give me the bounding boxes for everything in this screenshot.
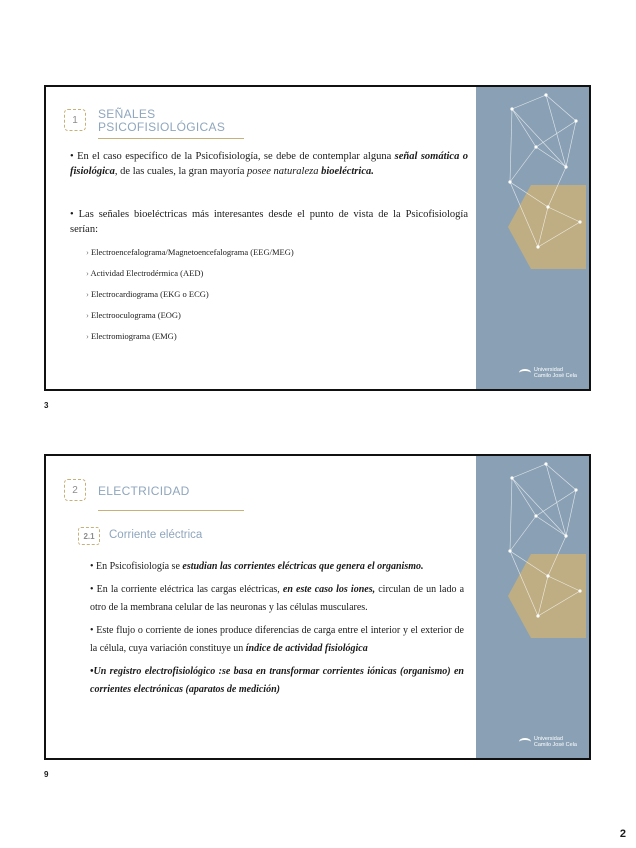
bullet-1 bbox=[70, 149, 468, 179]
slide-label: 9 bbox=[44, 770, 49, 779]
section-title-line1: SEÑALES bbox=[98, 107, 156, 121]
brand-line1: Universidad bbox=[533, 736, 563, 742]
university-logo-icon bbox=[519, 369, 531, 377]
bullet-2-emphasis: en este caso los iones, bbox=[282, 584, 376, 595]
brand-line1: Universidad bbox=[533, 367, 563, 373]
slide-3 bbox=[44, 85, 591, 391]
bullet-1-bold: señal somática o fisiológica bbox=[70, 151, 468, 177]
section-title bbox=[98, 108, 225, 134]
bullet-2: • En la corriente eléctrica las cargas eléctricas, en este caso los iones, circulan de un lado a otro de la membrana celular de las neuronas y las células musculares. bbox=[90, 584, 465, 613]
bullet-1-middle: , de las cuales, la gran mayoría bbox=[114, 166, 247, 177]
bullet-1: • En Psicofisiología se estudian las corrientes eléctricas que genera el organismo. bbox=[90, 561, 424, 572]
university-logo bbox=[519, 736, 577, 748]
brand-line2: Camilo José Cela bbox=[533, 373, 577, 379]
section-number-badge: 2 bbox=[64, 479, 86, 501]
list-item: › Actividad Electrodérmica (AED) bbox=[86, 263, 294, 284]
bullet-3: • Este flujo o corriente de iones produce diferencias de carga entre el interior y el exterior de la célula, cuya variación constituye un índice de actividad fisiológica bbox=[90, 625, 464, 654]
section-title-line2: PSICOFISIOLÓGICAS bbox=[98, 120, 226, 134]
bullet-1-bold2: bioeléctrica. bbox=[321, 166, 374, 177]
network-graphic-icon bbox=[476, 456, 589, 760]
content-bullets bbox=[90, 558, 464, 699]
bullet-3-emphasis: índice de actividad fisiológica bbox=[245, 643, 368, 654]
signal-list bbox=[86, 242, 294, 347]
hexagon-shape-icon bbox=[508, 185, 586, 269]
side-panel bbox=[476, 456, 589, 758]
bullet-1-italic: posee naturaleza bbox=[247, 166, 319, 177]
section-number-badge: 1 bbox=[64, 109, 86, 131]
brand-line2: Camilo José Cela bbox=[533, 742, 577, 748]
section-title: ELECTRICIDAD bbox=[98, 484, 190, 498]
title-underline bbox=[98, 510, 244, 511]
list-item: › Electroencefalograma/Magnetoencefalograma (EEG/MEG) bbox=[86, 242, 294, 263]
side-panel bbox=[476, 87, 589, 389]
page-number: 2 bbox=[619, 828, 626, 840]
list-item: › Electromiograma (EMG) bbox=[86, 326, 294, 347]
slide-9 bbox=[44, 454, 591, 760]
title-underline bbox=[98, 138, 244, 139]
network-graphic-icon bbox=[476, 87, 589, 391]
list-item: › Electrocardiograma (EKG o ECG) bbox=[86, 284, 294, 305]
university-logo-icon bbox=[519, 738, 531, 746]
slide-label: 3 bbox=[44, 401, 49, 410]
hexagon-shape-icon bbox=[508, 554, 586, 638]
bullet-1-text: • En el caso específico de la Psicofisiología, se debe de contemplar alguna bbox=[70, 151, 395, 162]
subsection-title: Corriente eléctrica bbox=[109, 529, 203, 541]
bullet-4: •Un registro electrofisiológico :se basa en transformar corrientes iónicas (organismo) en corrientes electrónicas (aparatos de medición) bbox=[90, 666, 464, 695]
university-logo bbox=[519, 367, 577, 379]
list-item: › Electrooculograma (EOG) bbox=[86, 305, 294, 326]
bullet-2: • Las señales bioeléctricas más interesantes desde el punto de vista de la Psicofisiología serían: bbox=[70, 209, 468, 235]
subsection-number-badge: 2.1 bbox=[78, 527, 100, 545]
bullet-1-emphasis: estudian las corrientes eléctricas que genera el organismo. bbox=[182, 561, 424, 572]
